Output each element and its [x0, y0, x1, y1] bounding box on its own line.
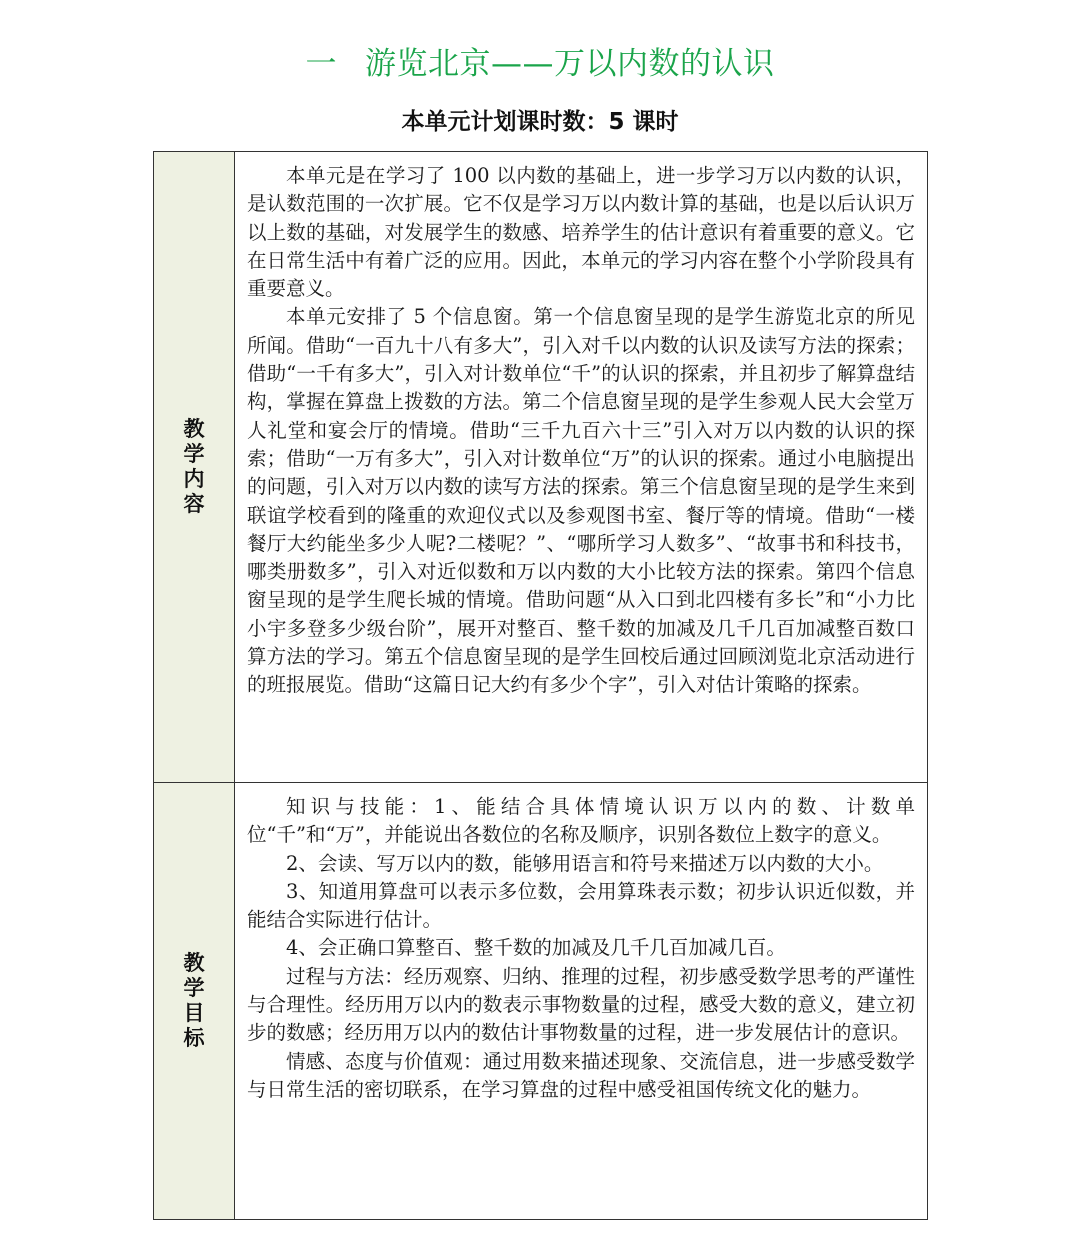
- section-label-teaching-goals: 教学目标: [183, 951, 205, 1050]
- section-label-teaching-content: 教学内容: [183, 417, 205, 516]
- unit-title: [0, 42, 1080, 86]
- paragraph: 4、会正确口算整百、整千数的加减及几千几百加减几百。: [286, 936, 786, 960]
- section-label-cell: [154, 783, 235, 1220]
- lesson-hours-subtitle: 本单元计划课时数：5 课时: [401, 109, 679, 135]
- paragraph: 过程与方法：经历观察、归纳、推理的过程，初步感受数学思考的严谨性与合理性。经历用万以内的数表示事物数量的过程，感受大数的意义，建立初步的数感；经历用万以内的数估计事物数量的过程，进一步发展估计的意识。: [247, 964, 915, 1045]
- paragraph: 2、会读、写万以内的数，能够用语言和符号来描述万以内数的大小。: [286, 851, 884, 875]
- lesson-plan-table: [153, 151, 928, 1220]
- unit-title-text: 游览北京——万以内数的认识: [365, 46, 775, 82]
- paragraph: 知识与技能：1、能结合具体情境认识万以内的数、计数单位“千”和“万”，并能说出各数位的名称及顺序，识别各数位上数字的意义。: [247, 795, 915, 847]
- paragraph: 3、知道用算盘可以表示多位数，会用算珠表示数；初步认识近似数，并能结合实际进行估计。: [247, 879, 915, 932]
- section-content-teaching-goals: [235, 783, 928, 1220]
- paragraph: 情感、态度与价值观：通过用数来描述现象、交流信息，进一步感受数学与日常生活的密切联系，在学习算盘的过程中感受祖国传统文化的魅力。: [247, 1049, 915, 1101]
- table-row-teaching-goals: [154, 783, 928, 1220]
- section-content-teaching-content: [235, 152, 928, 783]
- section-label-cell: [154, 152, 235, 783]
- paragraph: 本单元是在学习了 100 以内数的基础上，进一步学习万以内数的认识，是认数范围的一次扩展。它不仅是学习万以内数计算的基础，也是以后认识万以上数的基础，对发展学生的数感、培养学生的估计意识有着重要的意义。它在日常生活中有着广泛的应用。因此，本单元的学习内容在整个小学阶段具有重要意义。: [247, 164, 915, 301]
- paragraph: 本单元安排了 5 个信息窗。第一个信息窗呈现的是学生游览北京的所见所闻。借助“一百九十八有多大”，引入对千以内数的认识及读写方法的探索；借助“一千有多大”，引入对计数单位“千”的认识的探索，并且初步了解算盘结构，掌握在算盘上拨数的方法。第二个信息窗呈现的是学生参观人民大会堂万人礼堂和宴会厅的情境。借助“三千九百六十三”引入对万以内数的认识的探索；借助“一万有多大”，引入对计数单位“万”的认识的探索。通过小电脑提出的问题，引入对万以内数的读写方法的探索。第三个信息窗呈现的是学生来到联谊学校看到的隆重的欢迎仪式以及参观图书室、餐厅等的情境。借助“一楼餐厅大约能坐多少人呢?二楼呢？”、“哪所学习人数多”、“故事书和科技书，哪类册数多”，引入对近似数和万以内数的大小比较方法的探索。第四个信息窗呈现的是学生爬长城的情境。借助问题“从入口到北四楼有多长”和“小力比小宇多登多少级台阶”，展开对整百、整千数的加减及几千几百加减整百数口算方法的学习。第五个信息窗呈现的是学生回校后通过回顾浏览北京活动进行的班报展览。借助“这篇日记大约有多少个字”，引入对估计策略的探索。: [247, 305, 915, 697]
- unit-number: 一: [305, 46, 337, 82]
- table-row-teaching-content: [154, 152, 928, 783]
